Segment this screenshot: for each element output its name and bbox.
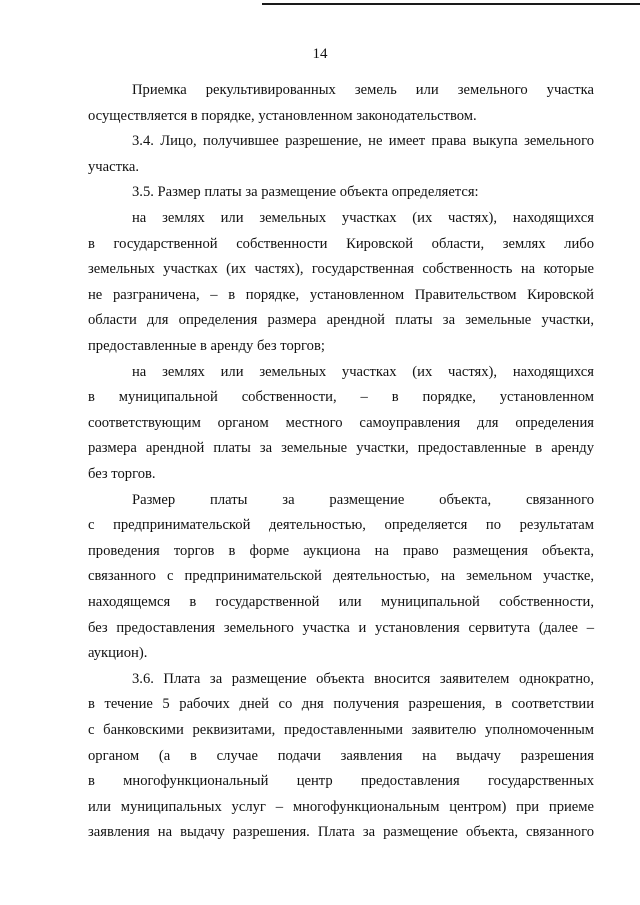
text-line: размера арендной платы за земельные участки, предоставленные в аренду: [88, 440, 594, 457]
text-line: 3.4. Лицо, получившее разрешение, не имеет права выкупа земельного: [132, 133, 594, 150]
text-line: в многофункциональный центр предоставления государственных: [88, 773, 594, 790]
text-line: не разграничена, – в порядке, установленном Правительством Кировской: [88, 286, 594, 303]
text-line: с банковскими реквизитами, предоставленными заявителю уполномоченным: [88, 722, 594, 738]
text-line: на землях или земельных участках (их частях), находящихся: [132, 363, 594, 380]
text-line: находящемся в государственной или муниципальной собственности,: [88, 594, 594, 610]
text-line: Приемка рекультивированных земель или земельного участка: [132, 82, 594, 98]
text-line: 3.6. Плата за размещение объекта вносится заявителем однократно,: [132, 670, 594, 687]
text-line: области для определения размера арендной платы за земельные участки,: [88, 312, 594, 329]
text-line: осуществляется в порядке, установленном законодательством.: [88, 107, 477, 124]
text-line: 3.5. Размер платы за размещение объекта определяется:: [132, 184, 479, 201]
text-line: Размер платы за размещение объекта, связанного: [132, 491, 594, 508]
top-edge-line: [262, 3, 640, 5]
text-line: с предпринимательской деятельностью, определяется по результатам: [88, 517, 594, 534]
text-line: на землях или земельных участках (их частях), находящихся: [132, 210, 594, 226]
text-line: без предоставления земельного участка и установления сервитута (далее –: [88, 619, 594, 636]
text-line: предоставленные в аренду без торгов;: [88, 338, 325, 354]
text-line: в течение 5 рабочих дней со дня получения разрешения, в соответствии: [88, 696, 594, 713]
text-line: заявления на выдачу разрешения. Плата за размещение объекта, связанного: [88, 824, 594, 841]
text-line: в муниципальной собственности, – в порядке, установленном: [88, 389, 594, 406]
text-line: или муниципальных услуг – многофункциональным центром) при приеме: [88, 798, 594, 815]
text-line: проведения торгов в форме аукциона на право размещения объекта,: [88, 542, 594, 559]
text-line: органом (а в случае подачи заявления на выдачу разрешения: [88, 747, 594, 764]
text-line: участка.: [88, 158, 139, 175]
text-line: связанного с предпринимательской деятельностью, на земельном участке,: [88, 568, 594, 585]
text-line: в государственной собственности Кировской области, землях либо: [88, 235, 594, 252]
text-line: соответствующим органом местного самоуправления для определения: [88, 414, 594, 431]
text-line: без торгов.: [88, 466, 156, 482]
page-number: 14: [312, 46, 328, 62]
text-line: аукцион).: [88, 645, 148, 662]
text-line: земельных участках (их частях), государственная собственность на которые: [88, 261, 594, 278]
